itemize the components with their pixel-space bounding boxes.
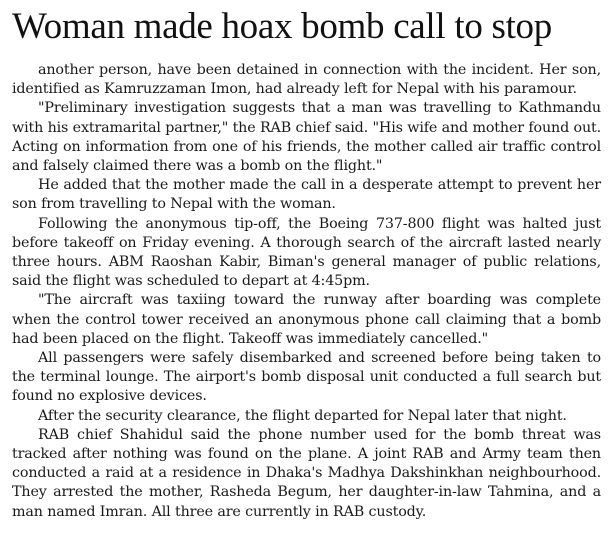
paragraph: After the security clearance, the flight departed for Nepal later that night. — [38, 407, 567, 424]
paragraph: Following the anonymous tip-off, the Boeing 737-800 flight was halted just before takeoff on Friday evening. A thorough search of the aircraft lasted nearly three hours. ABM Raoshan Kabir, Biman's general manager of public relations, said the flight was scheduled to depart at 4:45pm. — [12, 215, 601, 290]
article-body — [12, 61, 601, 522]
paragraph: another person, have been detained in connection with the incident. Her son, identified as Kamruzzaman Imon, had already left for Nepal with his paramour. — [12, 62, 601, 98]
paragraph: He added that the mother made the call in a desperate attempt to prevent her son from travelling to Nepal with the woman. — [12, 177, 601, 213]
headline: Woman made hoax bomb call to stop — [12, 6, 552, 47]
paragraph: "Preliminary investigation suggests that a man was travelling to Kathmandu with his extramarital partner," the RAB chief said. "His wife and mother found out. Acting on information from one of his friends, the mother called air traffic control and falsely claimed there was a bomb on the flight." — [12, 100, 601, 175]
paragraph: "The aircraft was taxiing toward the runway after boarding was complete when the control tower received an anonymous phone call claiming that a bomb had been placed on the flight. Takeoff was immediately cancelled." — [12, 292, 601, 347]
paragraph: All passengers were safely disembarked and screened before being taken to the terminal lounge. The airport's bomb disposal unit conducted a full search but found no explosive devices. — [12, 350, 601, 405]
paragraph: RAB chief Shahidul said the phone number used for the bomb threat was tracked after nothing was found on the plane. A joint RAB and Army team then conducted a raid at a residence in Dhaka's Madhya Dakshinkhan neighbourhood. They arrested the mother, Rasheda Begum, her daughter-in-law Tahmina, and a man named Imran. All three are currently in RAB custody. — [12, 426, 601, 520]
